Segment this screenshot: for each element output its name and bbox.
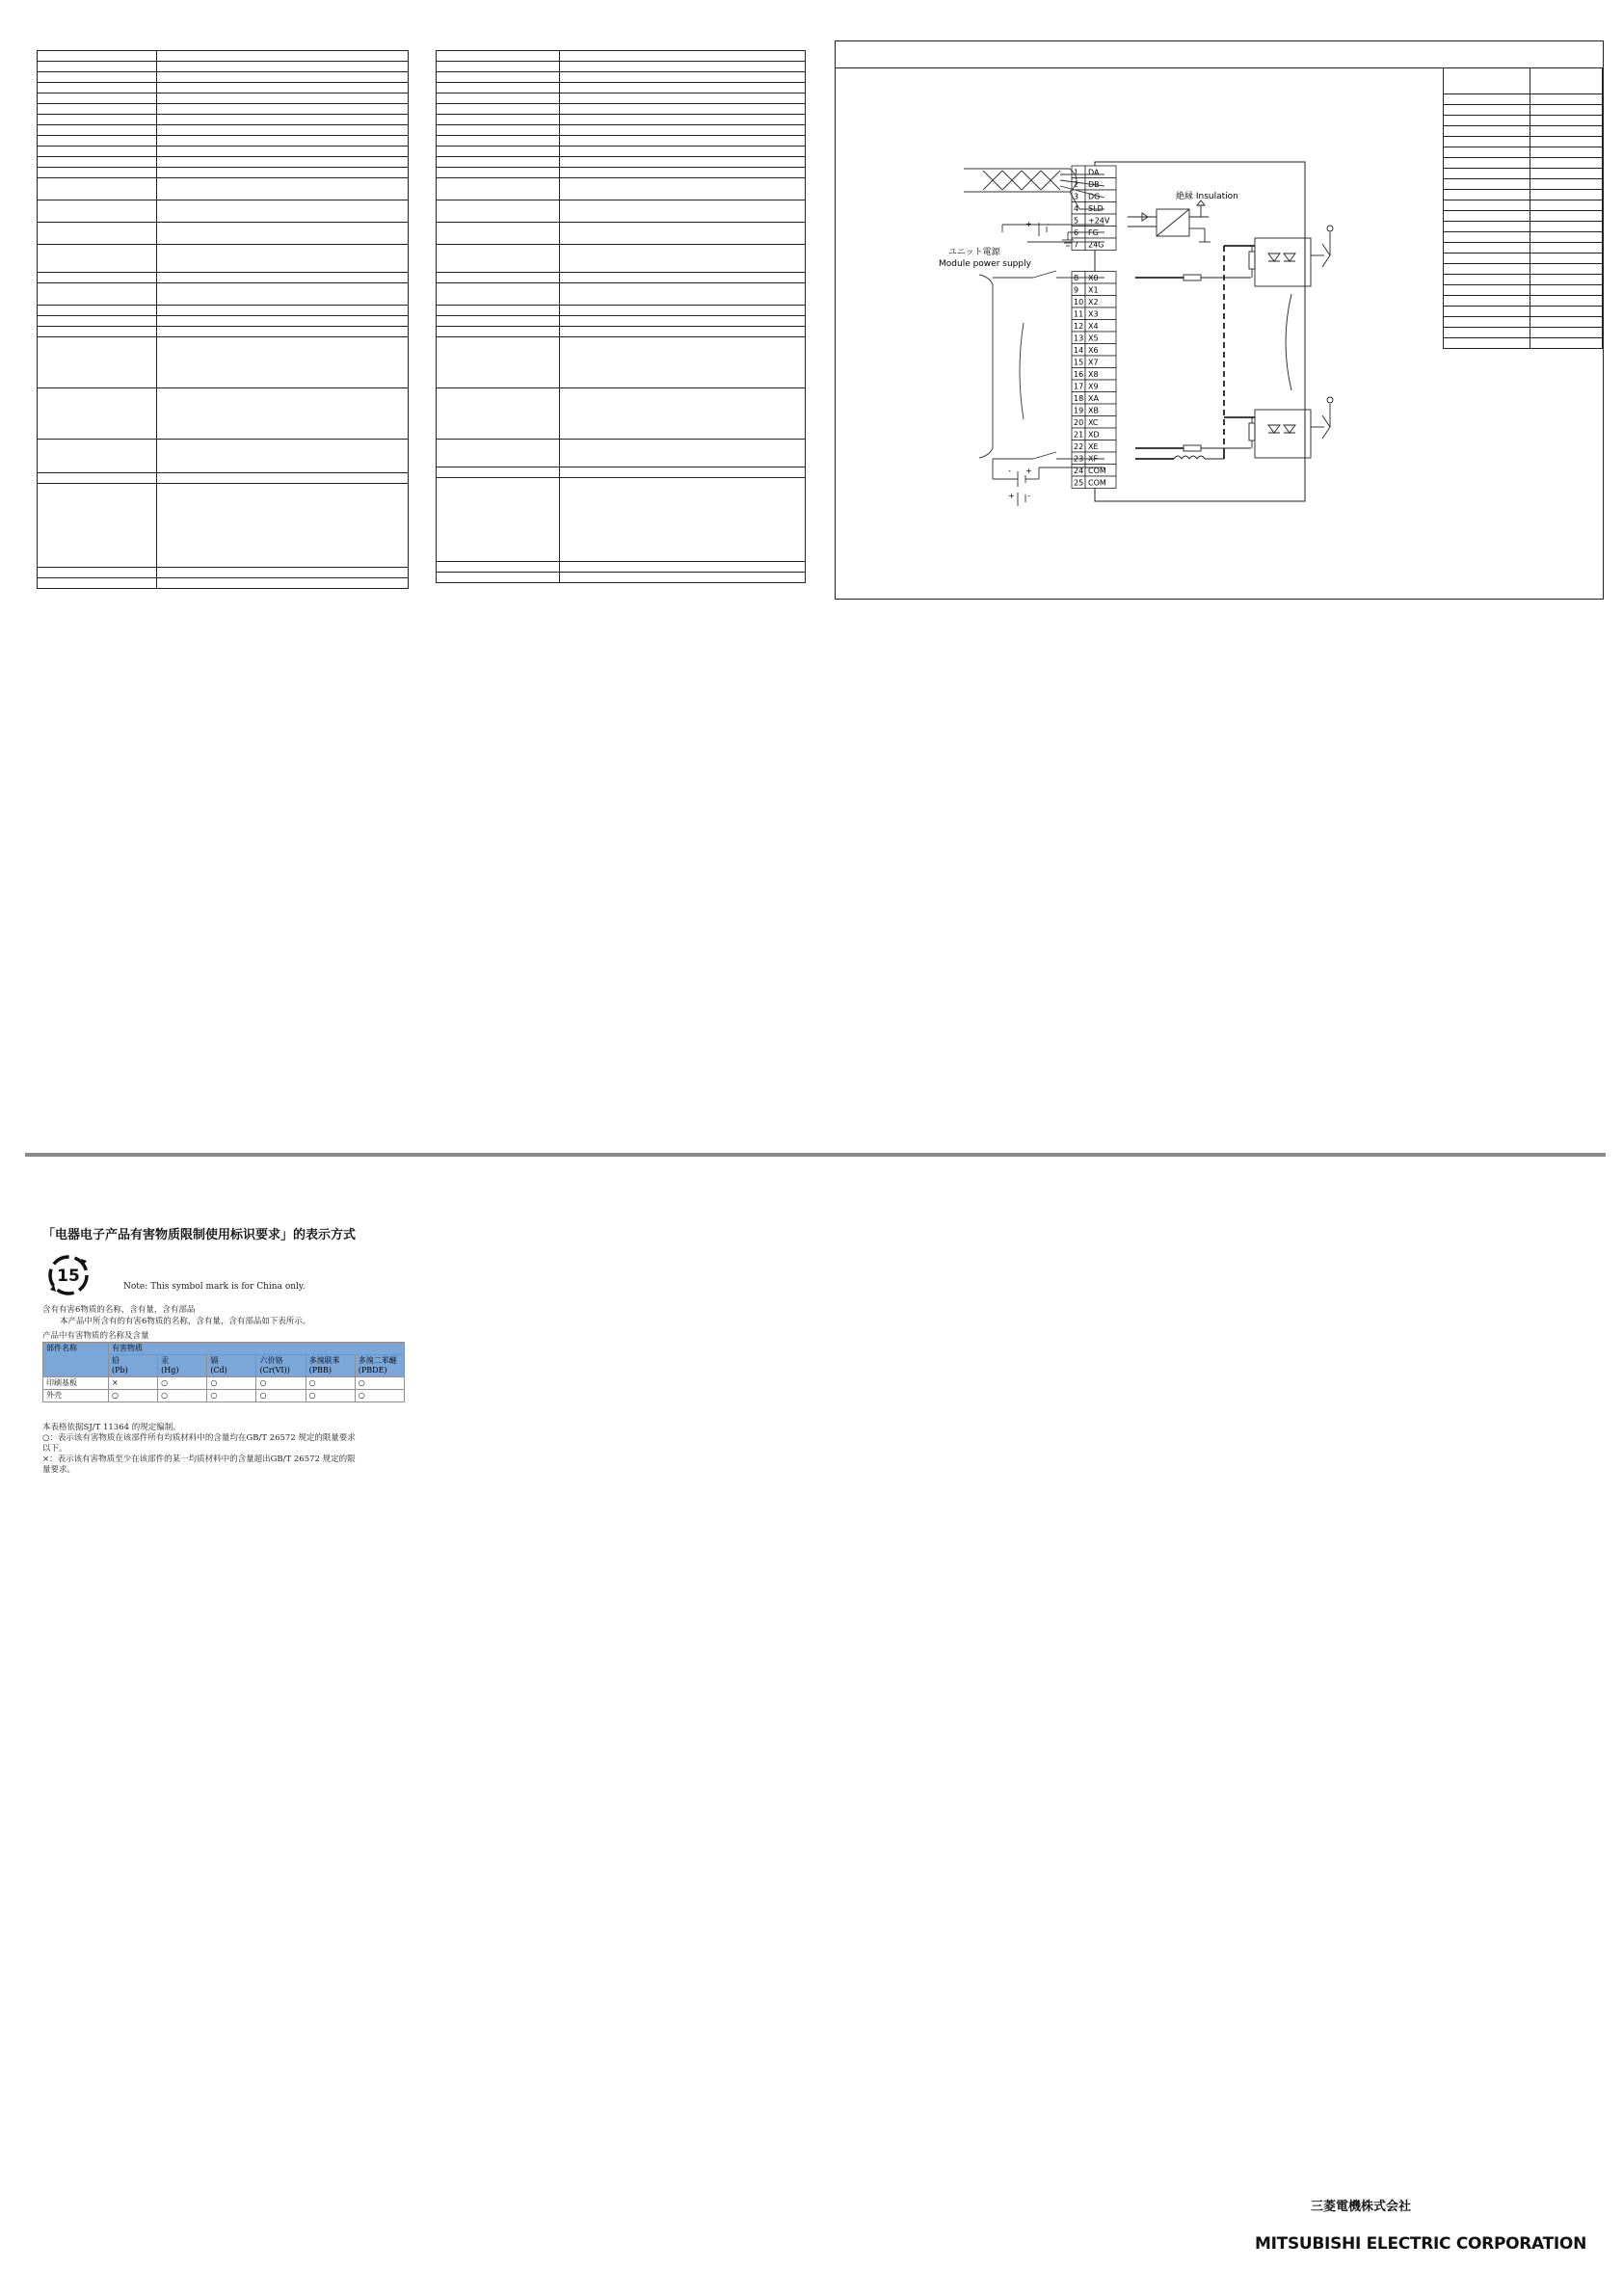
rohs-substance-symbol: (PBDE) (358, 1366, 387, 1375)
rohs-substance-symbol: (Hg) (161, 1366, 179, 1375)
rohs-value-cell: ○ (207, 1390, 256, 1402)
rohs-substance-symbol: (Cr(VI)) (259, 1366, 290, 1375)
rohs-footnote-2b: 以下。 (42, 1444, 67, 1454)
company-name-en: MITSUBISHI ELECTRIC CORPORATION (1255, 2234, 1586, 2254)
rohs-substance-symbol: (Cd) (210, 1366, 227, 1375)
rohs-part-header: 部件名称 (43, 1343, 109, 1377)
power-plus-sign: + (1025, 220, 1032, 228)
terminal-number: 3 (1074, 192, 1079, 201)
terminal-signal-name: SLD (1088, 204, 1104, 213)
supply-minus-sign: - (1008, 467, 1011, 475)
terminal-signal-name: X4 (1088, 322, 1099, 331)
rohs-substance-name: 汞 (161, 1356, 170, 1365)
spec-table-middle (436, 50, 806, 583)
rohs-mark-number: 15 (57, 1267, 80, 1286)
rohs-value-cell: ○ (256, 1377, 306, 1390)
rohs-table-row (43, 1377, 405, 1390)
rohs-intro-line1: 含有有害6物质的名称，含有量，含有部品 (42, 1305, 196, 1315)
rohs-footnote-2a: ○：表示该有害物质在该部件所有均质材料中的含量均在GB/T 26572 规定的限量要求 (42, 1433, 356, 1443)
rohs-substance-name: 铅 (112, 1356, 120, 1365)
signal-table (1443, 67, 1603, 349)
terminal-number: 4 (1074, 204, 1079, 213)
rohs-footnote-1: 本表格依据SJ/T 11364 的规定编制。 (42, 1423, 181, 1432)
terminal-signal-name: X9 (1088, 382, 1099, 391)
input-circuits (1135, 226, 1333, 459)
terminal-number: 13 (1074, 334, 1084, 343)
terminal-number: 2 (1074, 180, 1079, 189)
rohs-part-name: 印刷基板 (43, 1377, 109, 1390)
company-name-ja: 三菱電機株式会社 (1310, 2200, 1411, 2214)
terminal-signal-name: X7 (1088, 358, 1099, 367)
rohs-substance-symbol: (PBB) (308, 1366, 333, 1375)
terminal-number: 12 (1074, 322, 1084, 331)
rohs-value-cell: ○ (306, 1377, 355, 1390)
section-divider (25, 1153, 1606, 1157)
rohs-part-name: 外壳 (43, 1390, 109, 1402)
dc-dc-converter (1128, 200, 1211, 242)
terminal-number: 5 (1074, 216, 1079, 226)
rohs-substance-name: 多溴二苯醚 (358, 1356, 397, 1365)
terminal-number: 22 (1074, 442, 1084, 451)
terminal-signal-name: X6 (1088, 346, 1099, 355)
terminal-number: 21 (1074, 430, 1084, 440)
rohs-value-cell: ○ (355, 1390, 404, 1402)
rohs-group-header: 有害物质 (109, 1343, 405, 1355)
rohs-substance-header (109, 1355, 158, 1377)
terminal-signal-name: XA (1088, 394, 1099, 403)
terminal-signal-name: DG (1088, 192, 1101, 201)
supply-plus-sign: + (1025, 467, 1032, 475)
terminal-number: 23 (1074, 454, 1084, 464)
supply-plus-sign-2: + (1008, 492, 1015, 500)
terminal-signal-name: X2 (1088, 298, 1099, 307)
terminal-signal-name: XE (1088, 442, 1099, 451)
terminal-number: 24 (1074, 467, 1084, 475)
terminal-number: 19 (1074, 406, 1084, 415)
terminal-number: 9 (1074, 285, 1079, 295)
terminal-signal-name: DB (1088, 180, 1100, 189)
terminal-signal-name: X8 (1088, 370, 1099, 379)
terminal-number: 6 (1074, 228, 1079, 237)
rohs-substance-name: 六价铬 (259, 1356, 283, 1365)
rohs-table-caption: 产品中有害物质的名称及含量 (42, 1331, 149, 1341)
terminal-number: 15 (1074, 358, 1084, 367)
terminal-signal-name: XB (1088, 406, 1099, 415)
terminal-signal-name: XF (1088, 454, 1099, 464)
terminal-signal-name: X1 (1088, 285, 1099, 295)
power-minus-sign: - (1047, 220, 1050, 228)
terminal-number: 20 (1074, 418, 1084, 427)
terminal-number: 11 (1074, 309, 1084, 319)
rohs-value-cell: ○ (207, 1377, 256, 1390)
china-rohs-15-mark-icon (46, 1253, 91, 1297)
rohs-value-cell: ○ (306, 1390, 355, 1402)
terminal-number: 7 (1074, 240, 1079, 250)
rohs-title: 「电器电子产品有害物质限制使用标识要求」的表示方式 (42, 1228, 357, 1242)
rohs-substance-header (306, 1355, 355, 1377)
rohs-note: Note: This symbol mark is for China only. (123, 1282, 306, 1292)
terminal-number: 17 (1074, 382, 1084, 391)
terminal-signal-name: FG (1088, 228, 1099, 237)
rohs-footnote-3b: 量要求。 (42, 1465, 76, 1475)
terminal-signal-name: X5 (1088, 334, 1099, 343)
rohs-value-cell: × (109, 1377, 158, 1390)
rohs-intro-line2: 本产品中所含有的有害6物质的名称，含有量，含有部品如下表所示。 (60, 1317, 311, 1326)
terminal-number: 1 (1074, 168, 1079, 177)
rohs-value-cell: ○ (158, 1377, 207, 1390)
rohs-substance-name: 多溴联苯 (308, 1356, 340, 1365)
rohs-substance-header (207, 1355, 256, 1377)
unit-power-label-ja: ユニット電源 (948, 248, 1000, 257)
terminal-signal-name: X3 (1088, 309, 1099, 319)
insulation-label: 絶縁 Insulation (1176, 192, 1238, 201)
rohs-value-cell: ○ (256, 1390, 306, 1402)
terminal-number: 16 (1074, 370, 1084, 379)
terminal-signal-name: COM (1088, 467, 1106, 475)
unit-power-label-en: Module power supply (939, 259, 1031, 269)
terminal-signal-name: COM (1088, 478, 1106, 488)
terminal-signal-name: +24V (1088, 216, 1110, 226)
terminal-number: 25 (1074, 478, 1084, 488)
terminal-signal-name: XC (1088, 418, 1099, 427)
rohs-substance-name: 镉 (210, 1356, 219, 1365)
terminal-block (1072, 166, 1116, 489)
rohs-substance-header (355, 1355, 404, 1377)
terminal-number: 18 (1074, 394, 1084, 403)
terminal-number: 14 (1074, 346, 1084, 355)
rohs-substance-symbol: (Pb) (112, 1366, 128, 1375)
terminal-signal-name: XD (1088, 430, 1100, 440)
terminal-signal-name: DA (1088, 168, 1100, 177)
terminal-number: 8 (1074, 274, 1079, 282)
rohs-substance-table (42, 1342, 405, 1402)
supply-minus-sign-2: - (1027, 492, 1030, 500)
rohs-substance-header (158, 1355, 207, 1377)
rohs-footnote-3a: ×：表示该有害物质至少在该部件的某一均质材料中的含量超出GB/T 26572 规定的限 (42, 1455, 356, 1464)
rohs-table-row (43, 1390, 405, 1402)
rohs-value-cell: ○ (109, 1390, 158, 1402)
rohs-value-cell: ○ (158, 1390, 207, 1402)
spec-table-left (37, 50, 409, 589)
rohs-value-cell: ○ (355, 1377, 404, 1390)
rohs-substance-header (256, 1355, 306, 1377)
wiring-diagram (925, 149, 1369, 516)
terminal-signal-name: X0 (1088, 274, 1099, 282)
terminal-number: 10 (1074, 298, 1084, 307)
terminal-signal-name: 24G (1088, 240, 1104, 250)
